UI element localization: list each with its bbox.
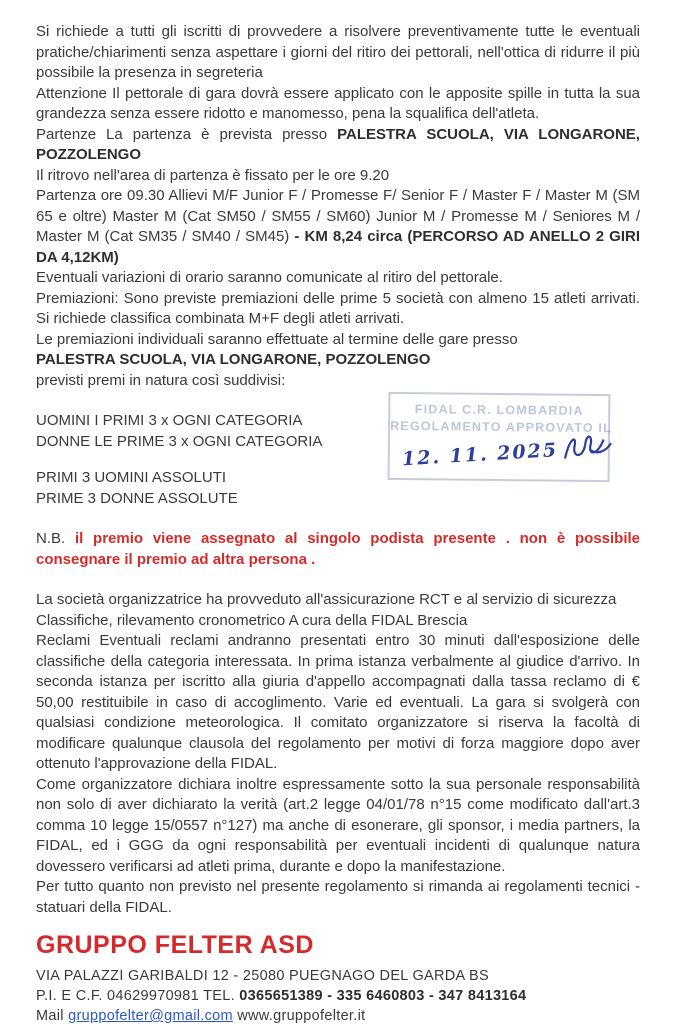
footer-contact-line [36,1006,640,1024]
para-insurance: La società organizzatrice ha provveduto all'assicurazione RCT e al servizio di sicurezza [36,591,617,608]
para-claims: Reclami Eventuali reclami andranno presentati entro 30 minuti dall'esposizione delle classifiche della categoria interessata. In prima istanza verbalmente al giudice d'arrivo. In seconda istanza per iscritto alla giuria d'appello accompagnati dalla tassa reclamo di € 50,00 restituibile in caso di accoglimento. Varie ed eventuali. La gara si svolgerà con qualsiasi condizione meteorologica. Il comitato organizzatore si riserva la facoltà di modificare qualunque clausola del regolamento per motivi di forza maggiore dopo aver ottenuto l'approvazione della FIDAL. [36,632,640,772]
website-text: www.gruppofelter.it [232,1008,366,1024]
phone-numbers-bold: 0365651389 - 335 6460803 - 347 8413164 [239,988,527,1004]
stamp-date-text: 12. 11. 2025 [401,438,559,471]
start-location-bold: PALESTRA SCUOLA, VIA LONGARONE, POZZOLENGO [36,125,640,163]
line-men-category-prizes: UOMINI I PRIMI 3 x OGNI CATEGORIA [36,412,303,429]
para-start-location [36,125,640,166]
para-schedule-changes: Eventuali variazioni di orario saranno comunicate al ritiro del pettorale. [36,269,503,286]
para-bib-warning: Attenzione Il pettorale di gara dovrà essere applicato con le apposite spille in tutta la sua grandezza senza essere ridotto e manomesso, pena la squalifica dell'atleta. [36,84,640,122]
line-women-category-prizes: DONNE LE PRIME 3 x OGNI CATEGORIA [36,432,323,450]
email-link[interactable]: gruppofelter@gmail.com [68,1008,233,1024]
signature-scribble [560,431,614,466]
footer-org-name: GRUPPO FELTER ASD [36,931,314,959]
stamp-org-line: FIDAL C.R. LOMBARDIA [414,402,584,418]
footer-address: VIA PALAZZI GARIBALDI 12 - 25080 PUEGNAGO DEL GARDA BS [36,968,489,984]
para-prizes-intro: previsti premi in natura così suddivisi: [36,371,286,389]
fiscal-prefix-text: P.I. E C.F. 04629970981 TEL. [36,988,240,1004]
para-registration-notice: Si richiede a tutti gli iscritti di provvedere a risolvere preventivamente tutte le eventuali pratiche/chiarimenti senza aspettare i giorni del ritiro dei pettorali, nell'ottica di ridurre il più possibile la presenza in segreteria [36,23,640,81]
para-fidal-reference: Per tutto quanto non previsto nel presente regolamento si rimanda ai regolamenti tecnici - statuari della FIDAL. [36,878,640,916]
line-top3-men: PRIMI 3 UOMINI ASSOLUTI [36,469,227,486]
start-distance-bold: - KM 8,24 circa (PERCORSO AD ANELLO 2 GIRI DA 4,12KM) [36,228,640,266]
nb-red-text: il premio viene assegnato al singolo podista presente . non è possibile consegnare il premio ad altra persona . [36,530,641,568]
stamp-approved-line: REGOLAMENTO APPROVATO IL [390,418,613,436]
line-top3-women: PRIME 3 DONNE ASSOLUTE [36,489,238,507]
para-liability: Come organizzatore dichiara inoltre espressamente sotto la sua personale responsabilità non solo di aver dichiarato la verità (art.2 legge 04/01/78 n°15 come modificato dall'art.3 comma 10 legge 15/0557 n°127) ma anche di esonerare, gli sponsor, i media partners, la FIDAL, ed i GGG da ogni responsabilità per eventuali incidenti di qualunque natura dovessero verificarsi ad atleti prima, durante e dopo la manifestazione. [36,775,640,875]
approval-stamp [388,392,611,482]
para-meeting-time: Il ritrovo nell'area di partenza è fissato per le ore 9.20 [36,166,390,184]
para-individual-awards: Le premiazioni individuali saranno effettuate al termine delle gare presso [36,330,518,348]
footer [36,930,640,1024]
start-prefix-text: Partenze La partenza è prevista presso [36,125,338,143]
para-timing: Classifiche, rilevamento cronometrico A cura della FIDAL Brescia [36,611,468,629]
start-categories-text: Partenza ore 09.30 Allievi M/F Junior F / Promesse F/ Senior F / Master F / Master M (SM 65 e oltre) Master M (Cat SM50 / SM55 / SM60) Junior M / Promesse M / Seniores M / Master M (Cat SM35 / SM40 / SM45) [36,187,640,245]
para-start-categories [36,186,640,268]
nb-label: N.B. [36,530,75,547]
mail-label: Mail [36,1008,69,1024]
footer-fiscal-phone [36,986,640,1006]
para-team-awards: Premiazioni: Sono previste premiazioni delle prime 5 società con almeno 15 atleti arrivati. Si richiede classifica combinata M+F degli atleti arrivati. [36,289,640,327]
para-awards-location: PALESTRA SCUOLA, VIA LONGARONE, POZZOLENGO [36,351,431,368]
para-nb-prize-rule [36,529,640,570]
stamp-handwritten-date [401,431,614,475]
